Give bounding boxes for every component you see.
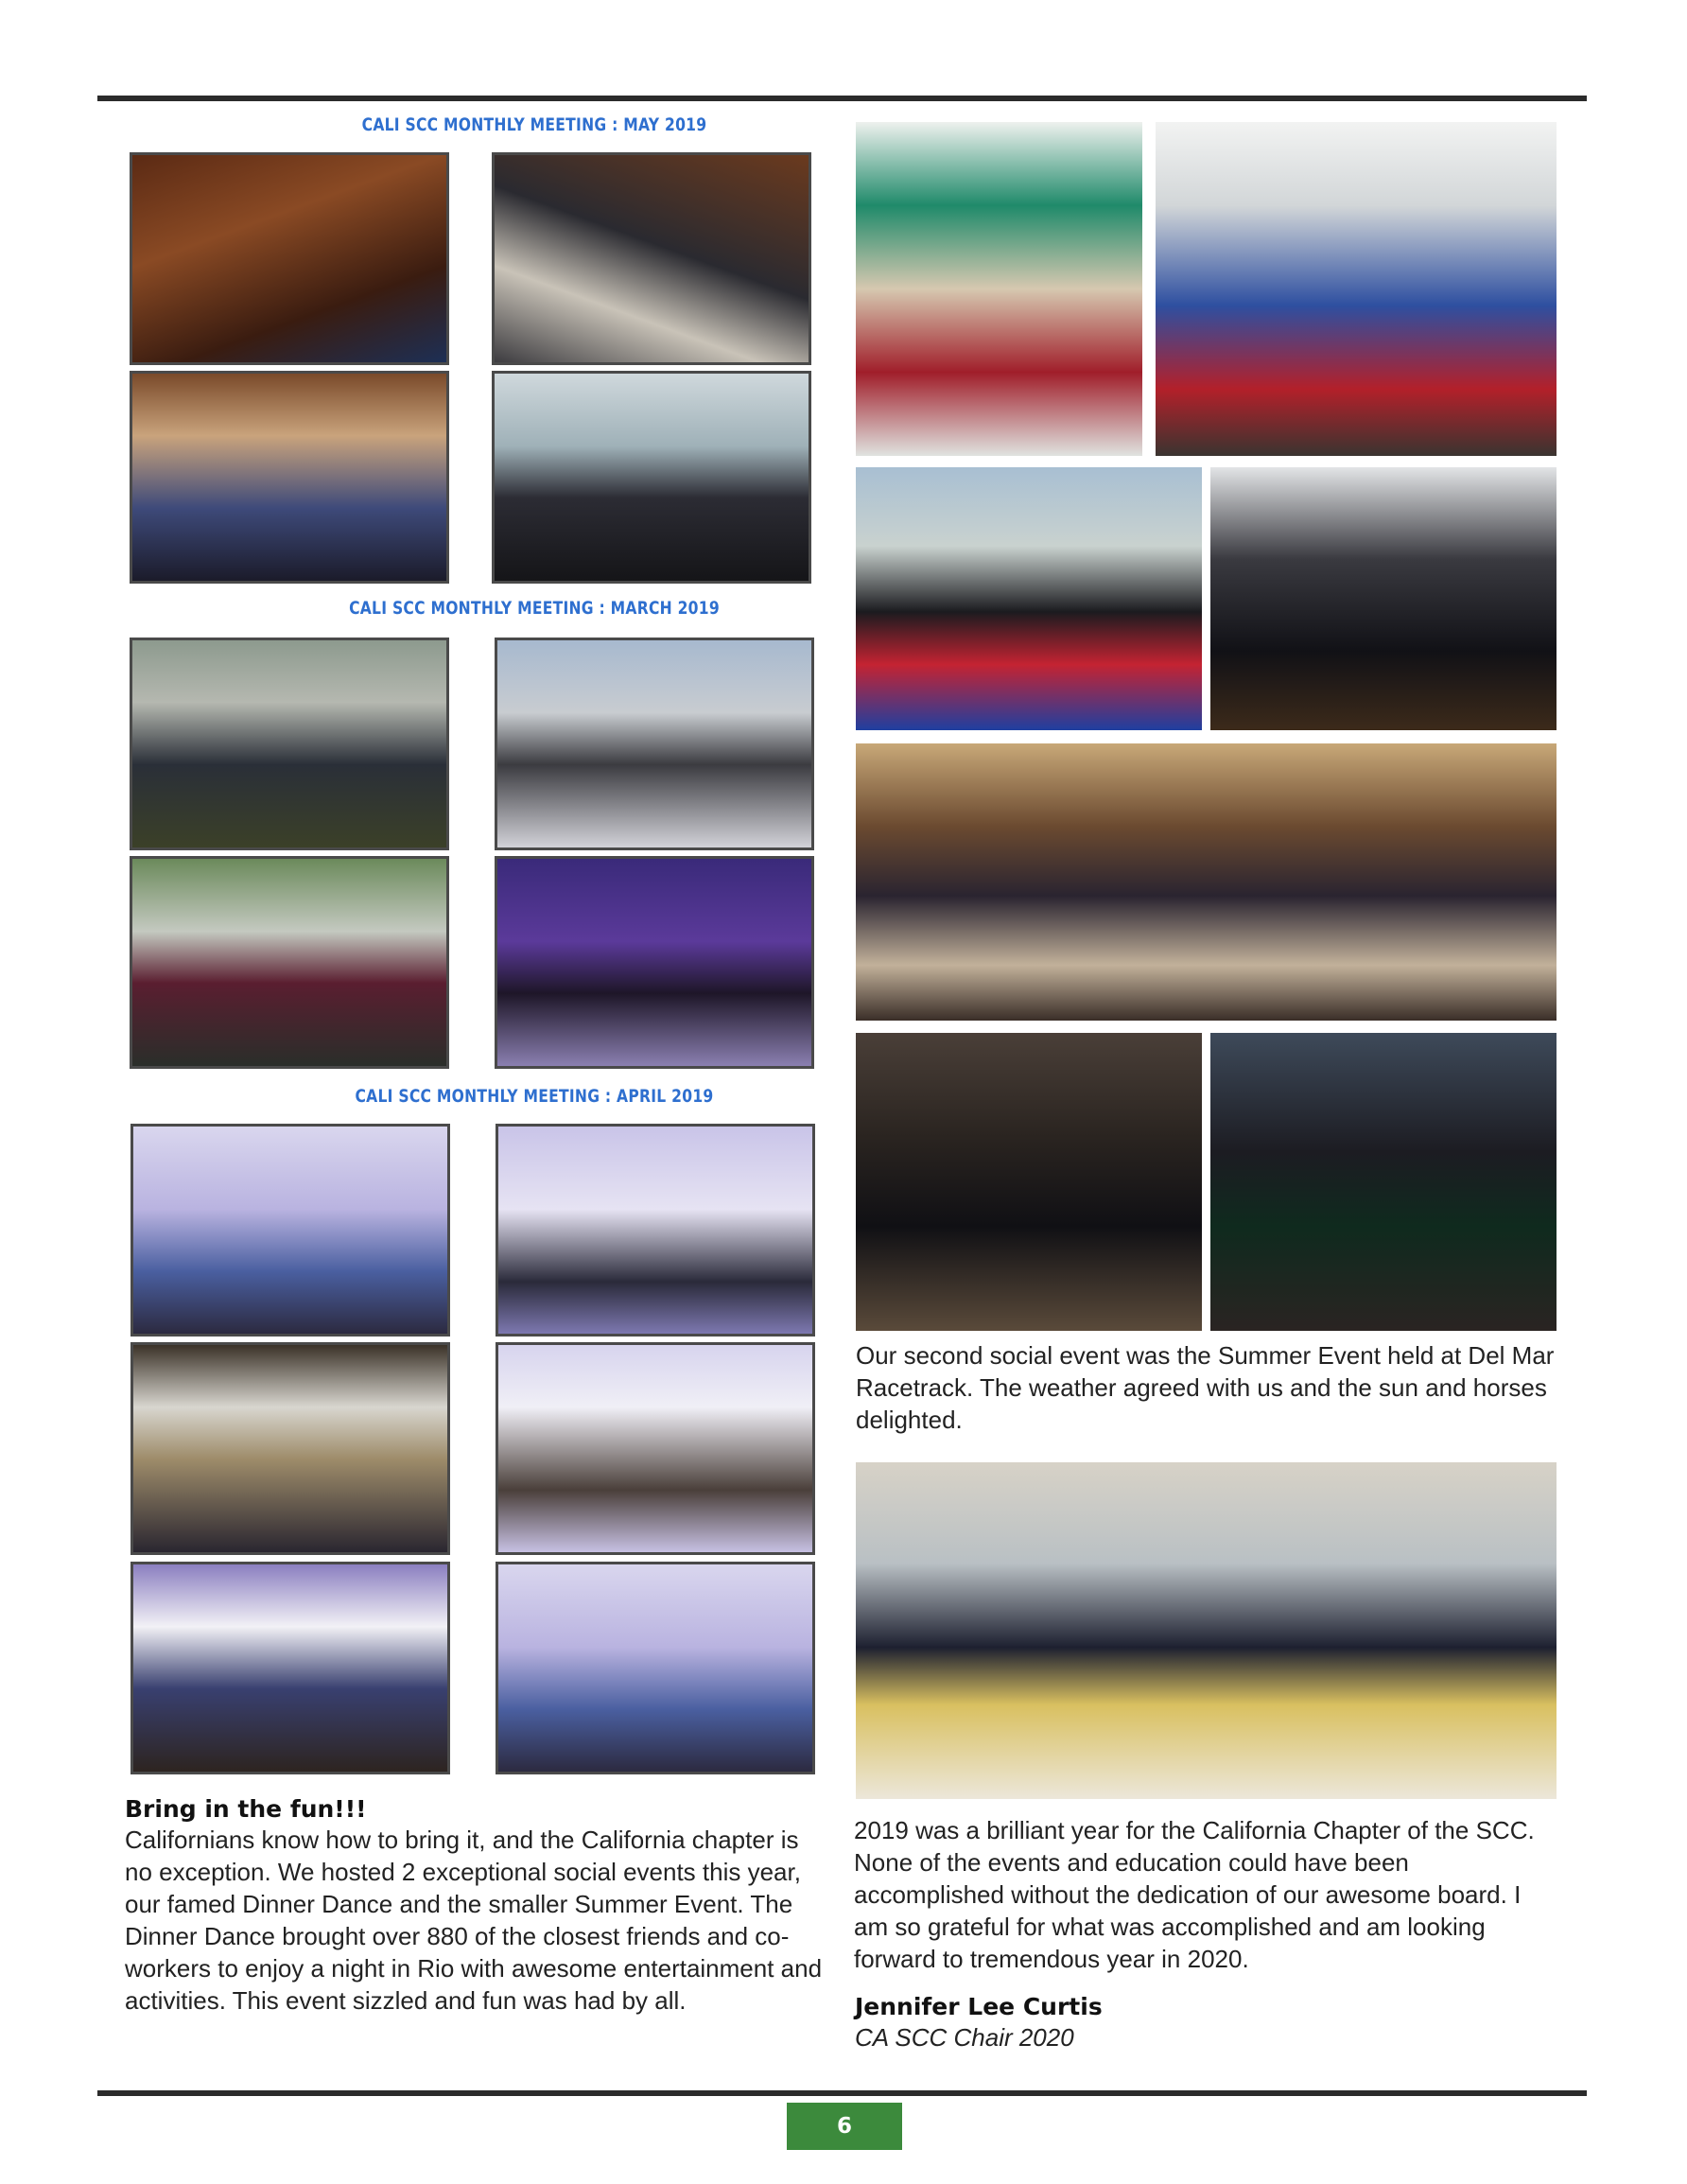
article-body: Californians know how to bring it, and the California chapter is no exception. We hosted 2 exceptional social events this year, our famed Dinner Dance and the smaller Summer Event. The Dinner Dance brought over 880 of the closest friends and co-workers to enjoy a night in Rio with awesome entertainment and activities. This event sizzled and fun was had by all. <box>125 1826 823 2015</box>
photo-march-3 <box>130 856 449 1069</box>
caption-may-2019: CALI SCC MONTHLY MEETING : MAY 2019 <box>361 114 707 135</box>
photo-ballroom <box>856 743 1557 1021</box>
photo-may-2 <box>492 152 811 365</box>
photo-march-1 <box>130 638 449 850</box>
photo-april-1 <box>130 1124 450 1337</box>
photo-may-3 <box>130 371 449 584</box>
photo-march-2 <box>495 638 814 850</box>
bottom-rule <box>97 2090 1587 2096</box>
closing-body: 2019 was a brilliant year for the California Chapter of the SCC. None of the events and education could have been accomplished without the dedication of our awesome board. I am so grateful for what was accomplished and am looking forward to tremendous year in 2020. <box>854 1816 1535 1973</box>
signature-title: CA SCC Chair 2020 <box>855 2023 1074 2052</box>
photo-gala-group-1 <box>856 1033 1202 1331</box>
signature-name: Jennifer Lee Curtis <box>855 1993 1103 2020</box>
photo-april-6 <box>496 1562 815 1774</box>
photo-may-4 <box>492 371 811 584</box>
photo-march-4 <box>495 856 814 1069</box>
caption-april-2019: CALI SCC MONTHLY MEETING : APRIL 2019 <box>355 1086 714 1107</box>
photo-april-4 <box>496 1342 815 1555</box>
photo-casino-table <box>1210 467 1557 730</box>
page-number: 6 <box>787 2103 902 2150</box>
photo-april-3 <box>130 1342 450 1555</box>
article-heading: Bring in the fun!!! <box>125 1795 367 1823</box>
photo-may-1 <box>130 152 449 365</box>
photo-gala-group-2 <box>1210 1033 1557 1331</box>
photo-rio-nights-group <box>1156 122 1557 456</box>
photo-april-2 <box>496 1124 815 1337</box>
photo-rio-nights-dancers <box>856 122 1142 456</box>
caption-march-2019: CALI SCC MONTHLY MEETING : MARCH 2019 <box>349 598 720 619</box>
top-rule <box>97 96 1587 101</box>
photo-del-mar-races <box>856 1462 1557 1799</box>
left-article <box>125 1795 826 2017</box>
summer-event-text: Our second social event was the Summer Event held at Del Mar Racetrack. The weather agreed with us and the sun and horses delighted. <box>856 1341 1555 1434</box>
photo-april-5 <box>130 1562 450 1774</box>
photo-beach-group <box>856 467 1202 730</box>
